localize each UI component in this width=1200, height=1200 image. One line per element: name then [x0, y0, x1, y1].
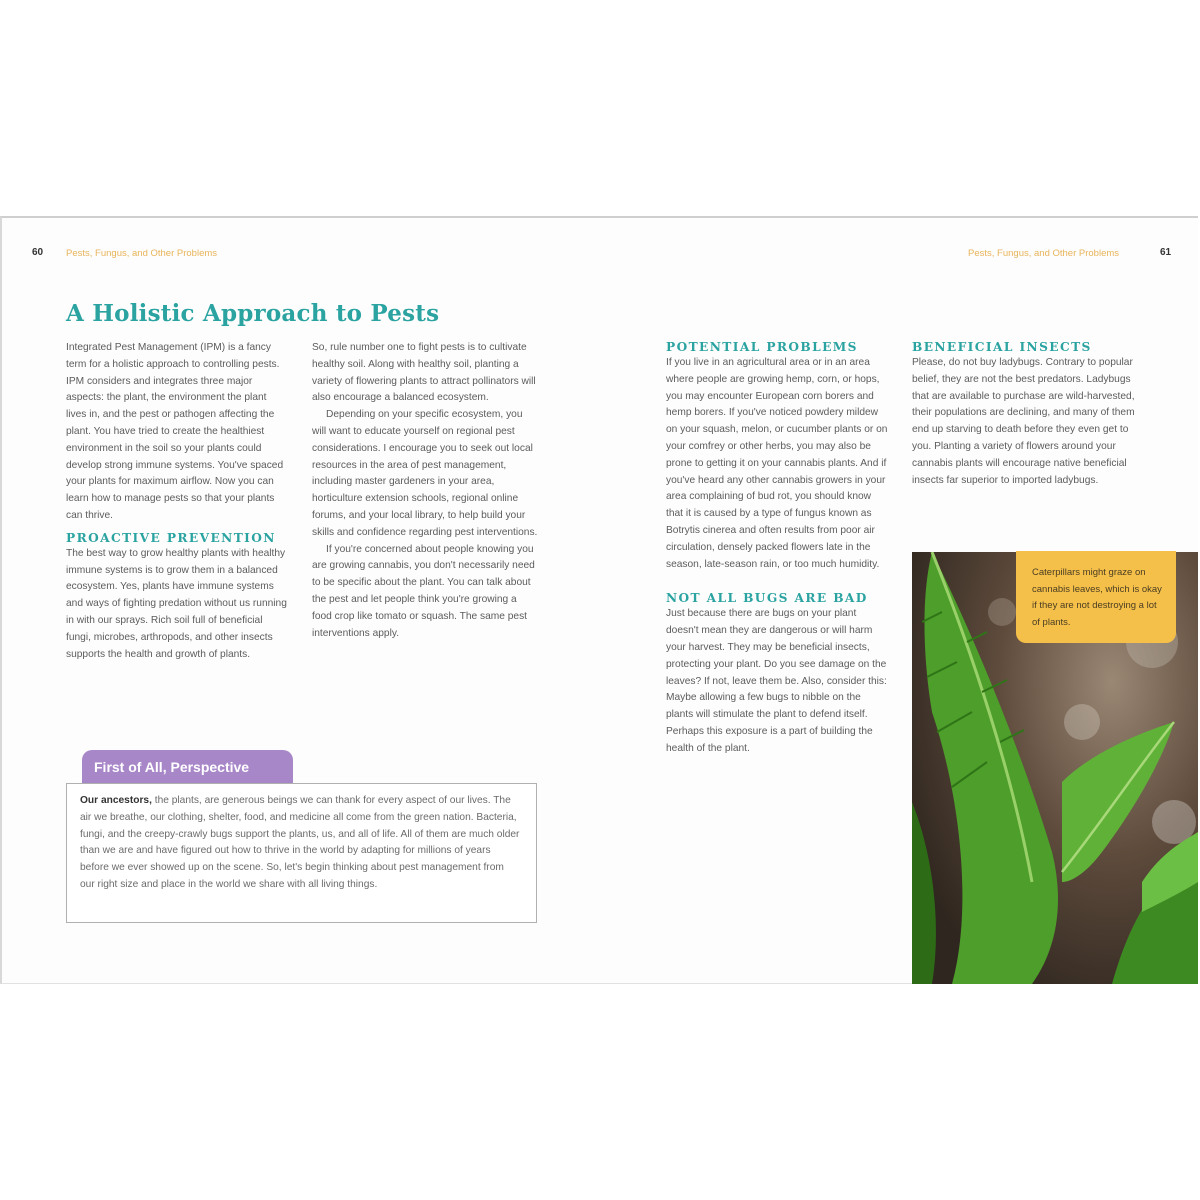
sidebar-tab-label: First of All, Perspective: [94, 759, 250, 775]
left-column-2: [312, 340, 538, 642]
right-column-1: [666, 339, 888, 758]
running-head-left: Pests, Fungus, and Other Problems: [66, 248, 218, 259]
prevention-paragraph: The best way to grow healthy plants with healthy immune systems is to grow them in a balanced ecosystem. Yes, plants have immune systems and ways of fighting predation without us running in with our sprays. Rich soil full of beneficial fungi, microbes, arthropods, and other insects supports the health and growth of plants.: [66, 547, 287, 660]
page-title: A Holistic Approach to Pests: [66, 300, 440, 327]
page-number-right: 61: [1160, 247, 1172, 258]
sidebar-tab: [82, 750, 293, 784]
ladybugs-paragraph: Please, do not buy ladybugs. Contrary to popular belief, they are not the best predators. Ladybugs that are available to purchase are wild-harvested, their populations are declining, and many of them end up starving to death before they even get to you. Planting a variety of flowers around your cannabis plants will encourage native beneficial insects far superior to imported ladybugs.: [912, 357, 1135, 486]
soil-paragraph: So, rule number one to fight pests is to cultivate healthy soil. Along with healthy soil, planting a variety of flowering plants to attract pollinators will also encourage a balanced ecosystem.: [312, 342, 536, 404]
subhead-potential-problems: POTENTIAL PROBLEMS: [666, 340, 858, 354]
subhead-not-all-bugs: NOT ALL BUGS ARE BAD: [666, 591, 868, 606]
sidebar-lead: Our ancestors,: [80, 795, 152, 806]
running-head-right: Pests, Fungus, and Other Problems: [968, 248, 1120, 259]
intro-paragraph: Integrated Pest Management (IPM) is a fancy term for a holistic approach to controlling pests. IPM considers and integrates three major aspects: the plant, the environment the plant lives in, and the pest or pathogen affecting the plant. You have tried to create the healthiest environment in the soil so your plants could develop strong immune systems. You've spaced your plants for maximum airflow. Now you can learn how to manage pests so that your plants can thrive.: [66, 342, 284, 521]
problems-paragraph: If you live in an agricultural area or in an area where people are growing hemp, corn, or hops, you may encounter European corn borers and hemp borers. If you've noticed powdery mildew on your squash, melon, or cucumber plants or on your comfrey or other herbs, you may also be prone to getting it on your cannabis plants. And if you've heard any other cannabis growers in your area complaining of bud rot, you should know that it is caused by a type of fungus known as Botrytis cinerea and often results from poor air circulation, densely packed flowers late in the season, late-season rain, or too much humidity.: [666, 357, 888, 570]
subhead-beneficial-insects: BENEFICIAL INSECTS: [912, 340, 1092, 354]
left-column-1: [66, 340, 288, 663]
photo-caption: Caterpillars might graze on cannabis leaves, which is okay if they are not destroying a lot of plants.: [1016, 551, 1176, 643]
page-number-left: 60: [32, 247, 44, 258]
sidebar-text: [80, 793, 520, 894]
right-column-2: [912, 339, 1138, 489]
sidebar-body: the plants, are generous beings we can thank for every aspect of our lives. The air we breathe, our clothing, shelter, food, and medicine all come from the green nation. Bacteria, fungi, and the creepy-crawly bugs support the plants, us, and all of life. All of them are much older than we are and have figured out how to thrive in the world by adapting for millions of years before we ever showed up on the scene. So, let's begin thinking about pest management from our right size and place in the world we share with all living things.: [80, 795, 520, 890]
bugs-paragraph: Just because there are bugs on your plant doesn't mean they are dangerous or will harm your harvest. They may be beneficial insects, protecting your plant. Do you see damage on the leaves? If not, leave them be. Also, consider this: Maybe allowing a few bugs to nibble on the plants will stimulate the plant to defend itself. Perhaps this exposure is a part of building the health of the plant.: [666, 608, 887, 754]
education-paragraph: Depending on your specific ecosystem, you will want to educate yourself on regional pest considerations. I encourage you to seek out local resources in the area of pest management, including master gardeners in your area, horticulture extension schools, regional online forums, and your local library, to help build your skills and confidence regarding pest interventions.: [312, 409, 538, 538]
perspective-sidebar-box: [66, 783, 537, 923]
subhead-proactive-prevention: PROACTIVE PREVENTION: [66, 530, 276, 545]
privacy-paragraph: If you're concerned about people knowing you are growing cannabis, you don't necessarily need to be specific about the plant. You can talk about the pest and let people think you're growing a food crop like tomato or squash. The same pest interventions apply.: [312, 543, 535, 639]
